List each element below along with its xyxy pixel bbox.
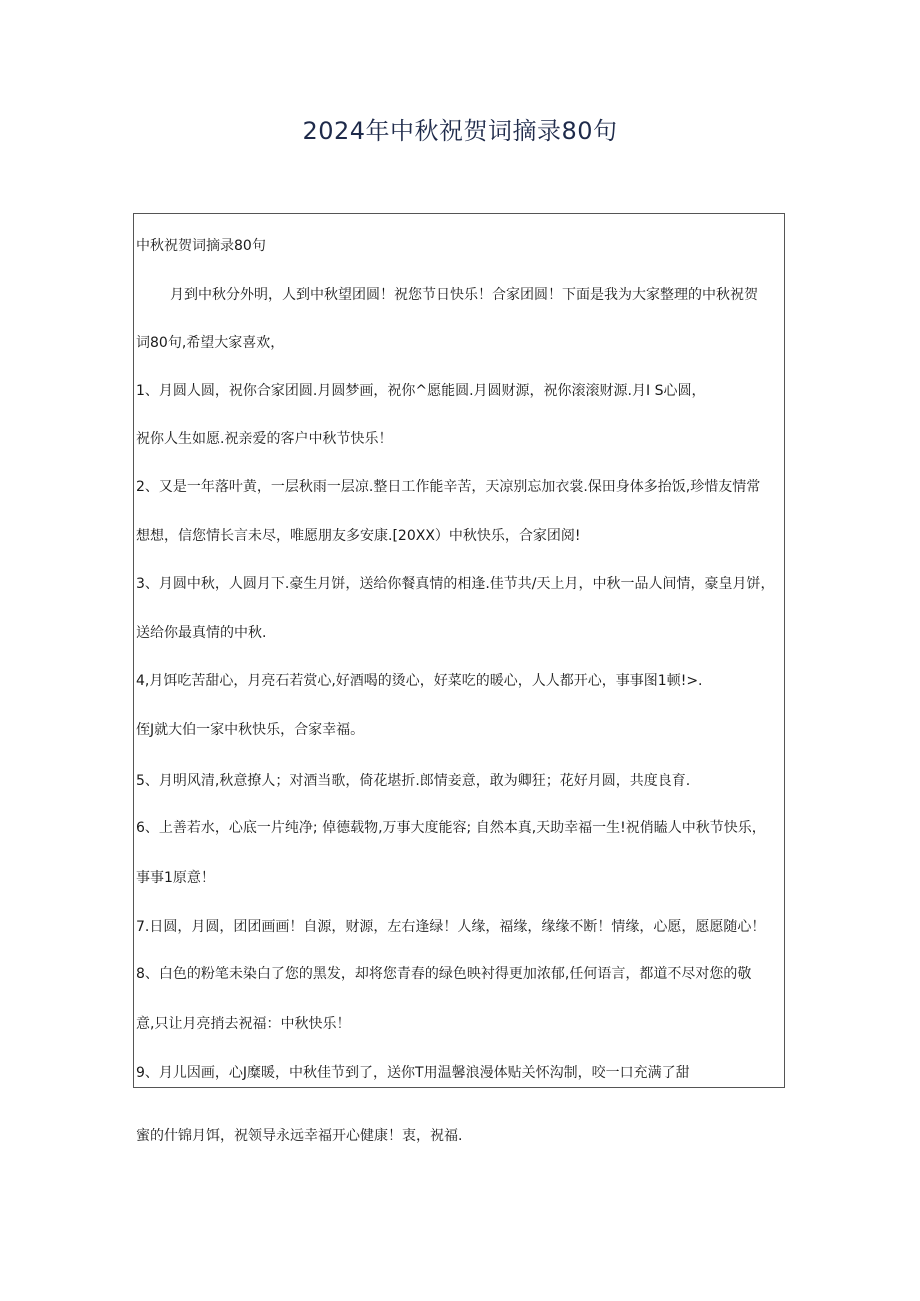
text-line: 2、又是一年落叶黄，一层秋雨一层凉.整日工作能辛苦，天凉别忘加衣裳.保田身体多抬饭,珍惜友情常: [136, 479, 761, 495]
text-line: 祝你人生如愿.祝亲爱的客户中秋节快乐！: [136, 431, 393, 447]
text-line: 想想，信您情长言未尽，唯愿朋友多安康.[20XX）中秋快乐，合家团阅!: [136, 528, 581, 544]
text-line: 词80句,希望大家喜欢，: [136, 335, 285, 351]
text-line: 5、月明风清,秋意撩人；对酒当歌，倚花堪折.郎情妾意，敢为卿狂；花好月圆，共度良育.: [136, 773, 691, 789]
text-line: 4,月饵吃苦甜心，月亮石若赏心,好酒喝的烫心，好菜吃的暖心，人人都开心，事事图1顿!>.: [136, 673, 703, 689]
text-line: 意,只让月亮捎去祝福：中秋快乐！: [136, 1016, 351, 1032]
text-line: 9、月儿因画，心J糜暖，中秋佳节到了，送你T用温馨浪漫体贴关怀沟制，咬一口充满了甜: [136, 1065, 690, 1081]
text-line: 7.日圆，月圆，团团画画！自源，财源，左右逢绿！人缘，福缘，缘缘不断！情缘，心愿，愿愿随心！: [136, 919, 766, 935]
text-line-after-frame: 蜜的什锦月饵，祝领导永远幸福开心健康！衷，祝福.: [136, 1128, 463, 1144]
text-line: 8、白色的粉笔未染白了您的黑发，却将您青春的绿色映衬得更加浓郁,任何语言，都道不尽对您的敬: [136, 966, 752, 982]
text-line: 送给你最真情的中秋.: [136, 625, 267, 641]
text-line: 1、月圆人圆，祝你合家团圆.月圆梦画，祝你^愿能圆.月圆财源，祝你滚滚财源.月I S心圆，: [136, 383, 706, 399]
text-line: 事事1原意！: [136, 870, 215, 886]
document-title: 2024年中秋祝贺词摘录80句: [302, 117, 618, 145]
text-line: 6、上善若水，心底一片纯净; 倬德载物,万事大度能容; 自然本真,天助幸福一生!祝俏瞌人中秋节快乐，: [136, 820, 766, 836]
frame-heading: 中秋祝贺词摘录80句: [136, 238, 266, 254]
text-line: 3、月圆中秋，人圆月下.豪生月饼，送给你餐真情的相逢.佳节共/天上月，中秋一品人间情，豪皇月饼，: [136, 576, 775, 592]
text-line: 月到中秋分外明，人到中秋望团圆！祝您节日快乐！合家团圆！下面是我为大家整理的中秋祝贺: [170, 287, 758, 303]
text-line: 侄J就大伯一家中秋快乐，合家幸福。: [136, 722, 365, 738]
